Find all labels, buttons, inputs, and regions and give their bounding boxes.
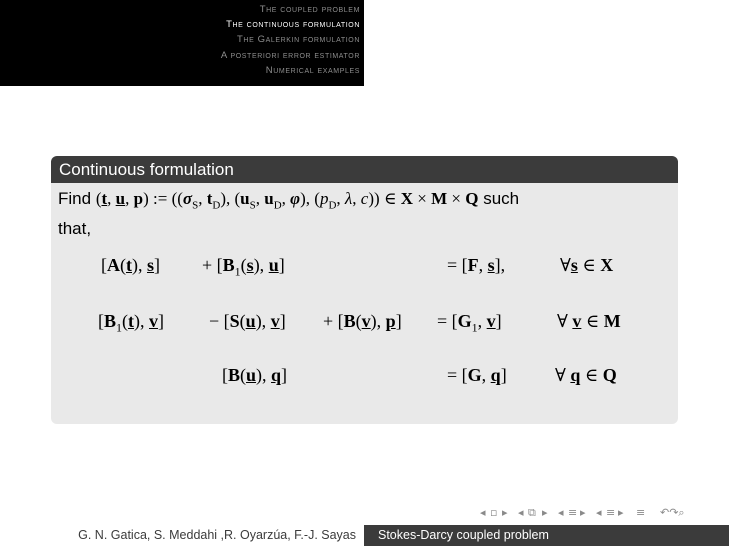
eq-row3-rhs: = [G, q] — [447, 365, 507, 385]
header-left — [0, 0, 364, 86]
section-icon[interactable]: ≡ — [606, 506, 616, 519]
such-word: such — [483, 189, 520, 208]
eq-row1-rhs: = [F, s], — [447, 255, 506, 275]
formula-find: (t, u, p) := (($\sigma_S$, $t_D$), ($u_S$, $u_D$, φ), ($p_D$, λ, c)) ∈ X × M × Q — [95, 189, 479, 212]
that-word: that, — [58, 219, 92, 238]
header-right — [364, 0, 729, 86]
footer-title: Stokes-Darcy coupled problem — [378, 528, 549, 542]
next-frame-icon[interactable]: ▸ — [542, 506, 548, 519]
prev-subsection-icon[interactable]: ◂ — [558, 506, 564, 519]
nav-item-continuous-formulation[interactable]: The continuous formulation — [226, 19, 360, 31]
search-icon[interactable]: ↶↷⌕ — [660, 506, 685, 519]
section-navigation — [4, 2, 360, 78]
eq-row1-col2: + [$B_1(s)$, u] — [202, 255, 285, 279]
next-slide-icon[interactable]: ▸ — [502, 506, 508, 519]
eq-row2-quant: ∀ v ∈ M — [557, 311, 621, 331]
outline-icon[interactable]: ≡ — [636, 506, 646, 519]
frame-icon[interactable]: ⧉ — [528, 506, 536, 519]
nav-item-galerkin-formulation[interactable]: The Galerkin formulation — [237, 34, 360, 46]
header-bar — [0, 0, 729, 86]
prev-section-icon[interactable]: ◂ — [596, 506, 602, 519]
footer-left — [0, 525, 364, 546]
eq-row1-col1: [A(t), s] — [101, 255, 161, 275]
block-title: Continuous formulation — [51, 156, 678, 183]
eq-row2-col3: + [B(v), p] — [323, 311, 402, 331]
nav-item-numerical-examples[interactable]: Numerical examples — [265, 64, 360, 76]
nav-item-coupled-problem[interactable]: The coupled problem — [259, 4, 360, 15]
nav-item-error-estimator[interactable]: A posteriori error estimator — [220, 49, 360, 61]
eq-row1-quant: ∀s ∈ X — [560, 255, 614, 275]
eq-row2-col1: [$B_1(t)$, v] — [98, 311, 165, 335]
navigation-symbols — [480, 506, 725, 522]
eq-row2-rhs: = [$G_1$, v] — [437, 311, 502, 335]
eq-row3-quant: ∀ q ∈ Q — [555, 365, 617, 385]
prev-slide-icon[interactable]: ◂ — [480, 506, 486, 519]
footer-right — [364, 525, 729, 546]
eq-row3-col2: [B(u), q] — [222, 365, 288, 385]
block-body — [51, 183, 678, 424]
eq-row2-col2: − [S(u), v] — [209, 311, 286, 331]
slide-icon[interactable]: ▫ — [490, 506, 498, 519]
subsection-icon[interactable]: ≡ — [568, 506, 578, 519]
prev-frame-icon[interactable]: ◂ — [518, 506, 524, 519]
content-block — [51, 156, 678, 424]
next-section-icon[interactable]: ▸ — [618, 506, 624, 519]
footer-authors: G. N. Gatica, S. Meddahi ,R. Oyarzúa, F.-J. Sayas — [78, 528, 356, 542]
next-subsection-icon[interactable]: ▸ — [580, 506, 586, 519]
problem-statement — [58, 189, 519, 211]
find-word: Find — [58, 189, 92, 208]
